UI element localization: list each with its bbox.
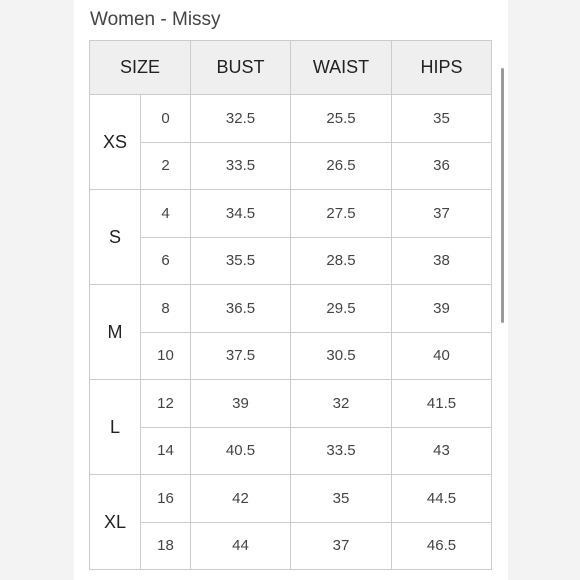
hips-cell: 44.5 <box>392 475 492 523</box>
hips-cell: 37 <box>392 190 492 238</box>
waist-cell: 28.5 <box>291 237 392 285</box>
hips-cell: 36 <box>392 142 492 190</box>
bust-cell: 42 <box>191 475 291 523</box>
numeric-size-cell: 18 <box>141 522 191 570</box>
size-letter-cell: XL <box>90 475 141 570</box>
numeric-size-cell: 6 <box>141 237 191 285</box>
hips-cell: 46.5 <box>392 522 492 570</box>
header-hips: HIPS <box>392 41 492 95</box>
bust-cell: 34.5 <box>191 190 291 238</box>
header-waist: WAIST <box>291 41 392 95</box>
size-letter-cell: M <box>90 285 141 380</box>
waist-cell: 32 <box>291 380 392 428</box>
size-letter-cell: L <box>90 380 141 475</box>
hips-cell: 38 <box>392 237 492 285</box>
numeric-size-cell: 12 <box>141 380 191 428</box>
table-row <box>90 142 492 190</box>
numeric-size-cell: 2 <box>141 142 191 190</box>
left-margin <box>0 0 74 580</box>
numeric-size-cell: 8 <box>141 285 191 333</box>
waist-cell: 30.5 <box>291 332 392 380</box>
bust-cell: 35.5 <box>191 237 291 285</box>
bust-cell: 39 <box>191 380 291 428</box>
header-bust: BUST <box>191 41 291 95</box>
size-chart-table <box>89 40 492 570</box>
hips-cell: 39 <box>392 285 492 333</box>
bust-cell: 40.5 <box>191 427 291 475</box>
numeric-size-cell: 14 <box>141 427 191 475</box>
size-letter-cell: S <box>90 190 141 285</box>
table-row <box>90 332 492 380</box>
waist-cell: 37 <box>291 522 392 570</box>
table-row <box>90 427 492 475</box>
numeric-size-cell: 0 <box>141 95 191 143</box>
waist-cell: 25.5 <box>291 95 392 143</box>
table-row <box>90 522 492 570</box>
bust-cell: 32.5 <box>191 95 291 143</box>
table-row <box>90 475 492 523</box>
hips-cell: 35 <box>392 95 492 143</box>
bust-cell: 44 <box>191 522 291 570</box>
size-letter-cell: XS <box>90 95 141 190</box>
waist-cell: 26.5 <box>291 142 392 190</box>
numeric-size-cell: 10 <box>141 332 191 380</box>
waist-cell: 27.5 <box>291 190 392 238</box>
chart-title: Women - Missy <box>90 9 221 30</box>
table-row <box>90 237 492 285</box>
hips-cell: 40 <box>392 332 492 380</box>
waist-cell: 35 <box>291 475 392 523</box>
numeric-size-cell: 4 <box>141 190 191 238</box>
table-row <box>90 285 492 333</box>
numeric-size-cell: 16 <box>141 475 191 523</box>
table-row <box>90 190 492 238</box>
waist-cell: 33.5 <box>291 427 392 475</box>
bust-cell: 36.5 <box>191 285 291 333</box>
vertical-scrollbar[interactable] <box>501 68 504 323</box>
bust-cell: 33.5 <box>191 142 291 190</box>
bust-cell: 37.5 <box>191 332 291 380</box>
table-header-row <box>90 41 492 95</box>
header-size: SIZE <box>90 41 191 95</box>
hips-cell: 43 <box>392 427 492 475</box>
hips-cell: 41.5 <box>392 380 492 428</box>
table-row <box>90 380 492 428</box>
right-margin <box>508 0 580 580</box>
waist-cell: 29.5 <box>291 285 392 333</box>
table-row <box>90 95 492 143</box>
